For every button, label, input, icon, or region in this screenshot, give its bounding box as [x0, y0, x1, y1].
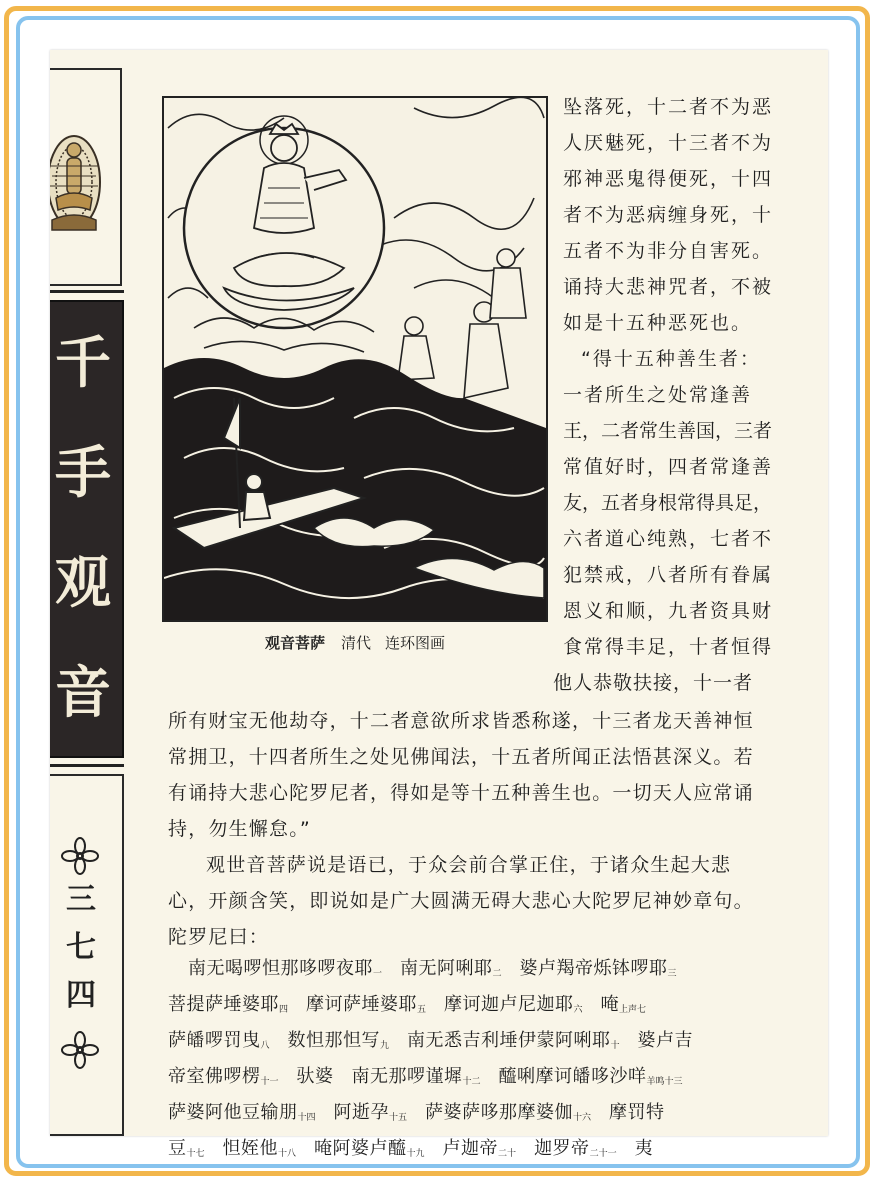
guanyin-bodhisattva-image [164, 98, 546, 620]
dharani-line [168, 1026, 693, 1052]
dharani-index: 三 [667, 969, 677, 979]
text-line: 他人恭敬扶接，十一者 [553, 672, 754, 694]
page-number-box [50, 774, 124, 1136]
dharani-index: 十六 [573, 1113, 592, 1123]
dharani-index: 九 [380, 1041, 390, 1051]
dharani-phrase: 唵阿婆卢醯 [314, 1138, 407, 1159]
book-title-char: 音 [55, 660, 111, 726]
dharani-index: 十八 [278, 1149, 297, 1159]
text-line: 如是十五种恶死也。 [563, 312, 753, 334]
dharani-index: 十九 [406, 1149, 425, 1159]
dharani-index: 二 [492, 969, 502, 979]
page-number-char: 七 [66, 930, 96, 965]
text-line: 心，开颜含笑，即说如是广大圆满无碍大悲心大陀罗尼神妙章句。 [168, 890, 754, 912]
text-line: 常拥卫，十四者所生之处见佛闻法，十五者所闻正法悟甚深义。若 [168, 746, 754, 768]
dharani-phrase: 阿逝孕 [333, 1102, 390, 1123]
text-line: 陀罗尼曰： [168, 926, 270, 948]
text-line: 坠落死，十二者不为恶 [563, 96, 774, 118]
dharani-phrase: 菩提萨埵婆耶 [168, 994, 279, 1015]
dharani-phrase: 萨婆阿他豆输朋 [168, 1102, 298, 1123]
dharani-index: 二十 [498, 1149, 517, 1159]
dharani-gap [316, 1102, 334, 1123]
guanyin-woodcut-illustration [162, 96, 548, 622]
dharani-phrase: 豆 [168, 1138, 187, 1159]
dharani-index: 十一 [260, 1077, 279, 1087]
text-line: 犯禁戒，八者所有眷属 [563, 564, 774, 586]
sidebar-strip [50, 50, 126, 1136]
dharani-index: 五 [417, 1005, 427, 1015]
dharani-gap [620, 1030, 638, 1051]
text-line: 五者不为非分自害死。 [563, 240, 774, 262]
dharani-line [168, 990, 646, 1016]
dharani-phrase: 摩罚特 [609, 1102, 665, 1123]
dharani-gap [296, 1138, 314, 1159]
text-line: 有诵持大悲心陀罗尼者，得如是等十五种善生也。一切天人应常诵 [168, 782, 754, 804]
caption-source: 连环图画 [385, 634, 446, 652]
dharani-phrase: 夷 [634, 1138, 654, 1159]
dharani-gap [389, 1030, 407, 1051]
dharani-phrase: 婆卢吉 [637, 1030, 694, 1051]
text-line: 一者所生之处常逢善 [563, 384, 753, 406]
text-line: 六者道心纯熟，七者不 [563, 528, 774, 550]
dharani-index: 十四 [297, 1113, 316, 1123]
dharani-line [168, 1062, 683, 1088]
text-line: 友，五者身根常得具足， [563, 492, 773, 514]
dharani-phrase: 南无喝啰怛那哆啰夜耶 [188, 958, 373, 979]
dharani-phrase: 卢迦帝 [442, 1138, 499, 1159]
text-line: 诵持大悲神咒者，不被 [563, 276, 774, 298]
caption-title: 观音菩萨 [264, 634, 325, 652]
dharani-index: 一 [373, 969, 383, 979]
dharani-gap [617, 1138, 635, 1159]
dharani-gap [288, 994, 306, 1015]
book-title-block [50, 300, 124, 758]
caption-dynasty: 清代 [340, 634, 371, 652]
dharani-phrase: 驮婆 [296, 1066, 334, 1087]
dharani-gap [334, 1066, 352, 1087]
sidebar-emblem-box [50, 68, 122, 286]
dharani-index: 十七 [186, 1149, 205, 1159]
sidebar-rule [50, 764, 124, 767]
dharani-phrase: 萨皤啰罚曳 [168, 1030, 261, 1051]
text-line: 食常得丰足，十者恒得 [563, 636, 774, 658]
text-line: 常值好时，四者常逢善 [563, 456, 774, 478]
dharani-index: 八 [260, 1041, 270, 1051]
sidebar-rule [50, 290, 124, 293]
dharani-gap [516, 1138, 534, 1159]
dharani-phrase: 南无悉吉利埵伊蒙阿唎耶 [407, 1030, 611, 1051]
book-title-char: 观 [55, 550, 111, 616]
illustration-caption [162, 632, 548, 653]
dharani-gap [205, 1138, 223, 1159]
dharani-gap [591, 1102, 609, 1123]
dharani-index: 十五 [389, 1113, 408, 1123]
dharani-index: 二十一 [589, 1149, 617, 1159]
book-title-char: 手 [55, 440, 111, 506]
book-title-char: 千 [55, 330, 111, 396]
dharani-line [168, 1098, 665, 1124]
dharani-phrase: 数怛那怛写 [287, 1030, 381, 1051]
dharani-phrase: 摩诃迦卢尼迦耶 [444, 994, 574, 1015]
text-line: 持，勿生懈怠。” [168, 818, 311, 840]
text-line: 邪神恶鬼得便死，十四 [563, 168, 774, 190]
dharani-index: 十 [610, 1041, 620, 1051]
flower-ornament-icon [60, 1030, 100, 1070]
page-number-char: 三 [66, 882, 96, 917]
text-line: 人厌魅死，十三者不为 [563, 132, 774, 154]
dharani-phrase: 婆卢羯帝烁钵啰耶 [519, 958, 668, 979]
dharani-gap [425, 1138, 443, 1159]
dharani-index: 羊鸣十三 [646, 1077, 683, 1087]
dharani-phrase: 摩诃萨埵婆耶 [306, 994, 418, 1015]
dharani-gap [407, 1102, 425, 1123]
text-line: “得十五种善生者： [581, 348, 761, 370]
dharani-gap [270, 1030, 288, 1051]
dharani-gap [583, 994, 601, 1015]
dharani-phrase: 迦罗帝 [534, 1138, 590, 1159]
dharani-phrase: 南无那啰谨墀 [351, 1066, 463, 1087]
dharani-index: 四 [279, 1005, 289, 1015]
text-line: 恩义和顺，九者资具财 [563, 600, 774, 622]
dharani-phrase: 醯唎摩诃皤哆沙咩 [498, 1066, 647, 1087]
dharani-index: 十二 [462, 1077, 481, 1087]
dharani-phrase: 唵 [600, 994, 620, 1015]
dharani-gap [426, 994, 444, 1015]
page-number-char: 四 [66, 978, 96, 1013]
book-page [50, 50, 828, 1159]
dharani-line [168, 1134, 653, 1160]
dharani-gap [382, 958, 400, 979]
dharani-phrase: 帝室佛啰楞 [168, 1066, 261, 1087]
text-line: 王，二者常生善国，三者 [563, 420, 773, 442]
dharani-index: 六 [573, 1005, 583, 1015]
text-line: 者不为恶病缠身死，十 [563, 204, 774, 226]
dharani-gap [481, 1066, 499, 1087]
dharani-line [188, 954, 677, 980]
dharani-phrase: 萨婆萨哆那摩婆伽 [425, 1102, 574, 1123]
dharani-phrase: 怛姪他 [222, 1138, 279, 1159]
text-line: 观世音菩萨说是语已，于众会前合掌正住，于诸众生起大悲 [206, 854, 732, 876]
dharani-gap [502, 958, 520, 979]
dharani-gap [279, 1066, 297, 1087]
text-line: 所有财宝无他劫夺，十二者意欲所求皆悉称遂，十三者龙天善神恒 [168, 710, 754, 732]
dharani-index: 上声七 [619, 1005, 647, 1015]
flower-ornament-icon [60, 836, 100, 876]
dharani-phrase: 南无阿唎耶 [400, 958, 493, 979]
thousand-hand-guanyin-emblem-icon [50, 70, 120, 284]
